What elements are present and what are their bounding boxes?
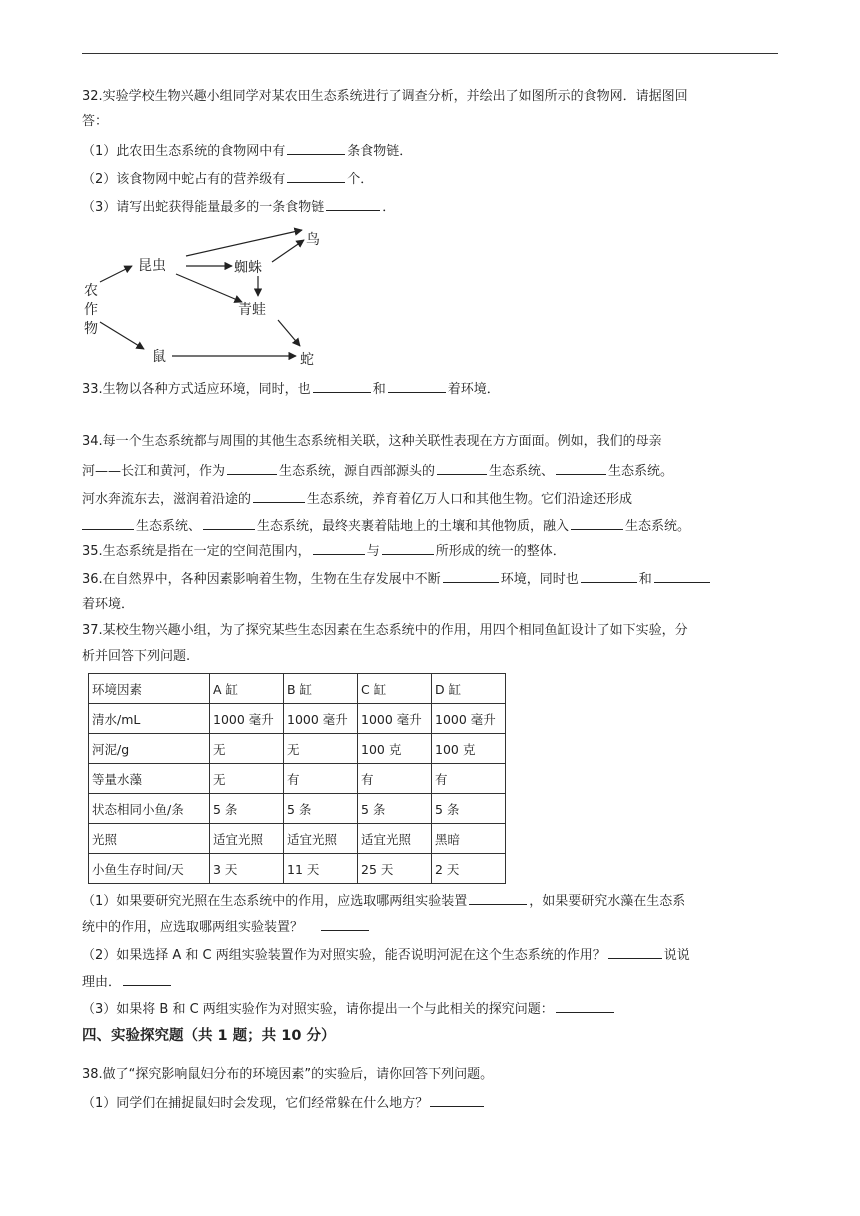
- answer-blank[interactable]: [388, 380, 446, 393]
- table-cell: 100 克: [358, 734, 432, 764]
- table-cell: 5 条: [210, 794, 284, 824]
- food-web-arrows: [100, 230, 304, 356]
- table-cell: 100 克: [432, 734, 506, 764]
- q34-line2: [82, 462, 782, 481]
- q32-stem-line1: 32.实验学校生物兴趣小组同学对某农田生态系统进行了调查分析，并绘出了如图所示的食物网．请据图回: [82, 89, 688, 104]
- q35-mid: 与: [366, 544, 380, 559]
- table-cell: 状态相同小鱼/条: [89, 794, 210, 824]
- experiment-table: [88, 673, 506, 884]
- table-cell: 1000 毫升: [432, 704, 506, 734]
- table-cell: 5 条: [284, 794, 358, 824]
- answer-blank[interactable]: [321, 918, 369, 931]
- table-cell: 有: [432, 764, 506, 794]
- answer-blank[interactable]: [382, 542, 434, 555]
- table-header-cell: C 缸: [358, 674, 432, 704]
- q37-text: 统中的作用，应选取哪两组实验装置？: [82, 920, 304, 935]
- node-insect: 昆虫: [138, 258, 166, 274]
- node-frog: 青蛙: [238, 302, 266, 318]
- q35-tail: 所形成的统一的整体．: [435, 544, 566, 559]
- table-cell: 清水/mL: [89, 704, 210, 734]
- answer-blank[interactable]: [437, 462, 487, 475]
- table-row: [89, 734, 506, 764]
- q36-line1: [82, 570, 782, 589]
- table-cell: 无: [210, 764, 284, 794]
- q34-text: 生态系统。: [608, 464, 674, 479]
- table-cell: 无: [210, 734, 284, 764]
- table-cell: 11 天: [284, 854, 358, 884]
- arrow-spider-bird: [272, 240, 304, 262]
- arrow-insect-frog: [176, 274, 242, 302]
- q37-text: 理由．: [82, 975, 122, 990]
- node-crop-2: 作: [84, 302, 98, 318]
- q36-text: 36.在自然界中，各种因素影响着生物，生物在生存发展中不断: [82, 572, 441, 587]
- table-cell: 有: [284, 764, 358, 794]
- table-cell: 有: [358, 764, 432, 794]
- q33-tail: 着环境．: [447, 382, 500, 397]
- node-crop-1: 农: [84, 283, 98, 299]
- q32-sub3-text: （3）请写出蛇获得能量最多的一条食物链: [82, 200, 325, 215]
- arrow-crop-rat: [100, 322, 144, 349]
- q32-sub1-tail: 条食物链．: [347, 144, 413, 159]
- q34-text: 生态系统。: [625, 519, 691, 534]
- q33: [82, 380, 782, 399]
- answer-blank[interactable]: [608, 946, 662, 959]
- q35: [82, 542, 782, 561]
- q34-line1: 34.每一个生态系统都与周围的其他生态系统相关联，这种关联性表现在方方面面。例如，我们的母亲: [82, 434, 662, 449]
- q37-stem-line2: 析并回答下列问题.: [82, 649, 191, 664]
- table-row: [89, 704, 506, 734]
- answer-blank[interactable]: [469, 892, 527, 905]
- q36-line2: 着环境．: [82, 597, 135, 612]
- answer-blank[interactable]: [227, 462, 277, 475]
- table-cell: 适宜光照: [210, 824, 284, 854]
- q37-sub2-line2: [82, 973, 782, 992]
- node-bird: 鸟: [306, 232, 320, 248]
- q36-text: 环境，同时也: [500, 572, 579, 587]
- table-row: [89, 824, 506, 854]
- table-cell: 1000 毫升: [210, 704, 284, 734]
- q34-text: 生态系统、: [489, 464, 555, 479]
- table-cell: 5 条: [432, 794, 506, 824]
- table-header-cell: A 缸: [210, 674, 284, 704]
- q32-sub2-tail: 个．: [347, 172, 374, 187]
- answer-blank[interactable]: [253, 490, 305, 503]
- q34-line4: [82, 517, 782, 536]
- q38-text: （1）同学们在捕捉鼠妇时会发现，它们经常躲在什么地方？: [82, 1096, 429, 1111]
- answer-blank[interactable]: [443, 570, 499, 583]
- q33-mid: 和: [372, 382, 386, 397]
- q32-sub1-text: （1）此农田生态系统的食物网中有: [82, 144, 286, 159]
- table-cell: 等量水藻: [89, 764, 210, 794]
- table-header-cell: B 缸: [284, 674, 358, 704]
- node-snake: 蛇: [300, 352, 314, 368]
- q34-text: 生态系统，源自西部源头的: [279, 464, 436, 479]
- q37-sub1-line2: [82, 918, 782, 937]
- table-row: [89, 794, 506, 824]
- q35-text: 35.生态系统是指在一定的空间范围内，: [82, 544, 311, 559]
- answer-blank[interactable]: [556, 462, 606, 475]
- table-cell: 25 天: [358, 854, 432, 884]
- table-cell: 光照: [89, 824, 210, 854]
- answer-blank[interactable]: [556, 1000, 614, 1013]
- table-cell: 1000 毫升: [284, 704, 358, 734]
- table-cell: 黑暗: [432, 824, 506, 854]
- answer-blank[interactable]: [203, 517, 255, 530]
- section-heading: 四、实验探究题（共 1 题；共 10 分）: [82, 1028, 336, 1044]
- table-cell: 河泥/g: [89, 734, 210, 764]
- table-cell: 1000 毫升: [358, 704, 432, 734]
- food-web-diagram: [76, 222, 346, 370]
- answer-blank[interactable]: [654, 570, 710, 583]
- table-cell: 适宜光照: [284, 824, 358, 854]
- table-cell: 无: [284, 734, 358, 764]
- arrow-crop-insect: [100, 266, 132, 282]
- table-header-cell: D 缸: [432, 674, 506, 704]
- q34-text: 河——长江和黄河，作为: [82, 464, 226, 479]
- q34-line3: [82, 490, 782, 509]
- q37-text: 说说: [663, 948, 690, 963]
- answer-blank[interactable]: [287, 170, 345, 183]
- q37-stem-line1: 37.某校生物兴趣小组，为了探究某些生态因素在生态系统中的作用，用四个相同鱼缸设计了如下实验，分: [82, 623, 688, 638]
- answer-blank[interactable]: [430, 1094, 484, 1107]
- q34-text: 河水奔流东去，滋润着沿途的: [82, 492, 252, 507]
- answer-blank[interactable]: [313, 542, 365, 555]
- q38-stem: 38.做了“探究影响鼠妇分布的环境因素”的实验后，请你回答下列问题。: [82, 1067, 494, 1082]
- node-rat: 鼠: [152, 349, 166, 365]
- q37-sub1-line1: [82, 892, 782, 911]
- table-cell: 适宜光照: [358, 824, 432, 854]
- q32-stem-line2: 答：: [82, 114, 109, 129]
- q32-sub2-text: （2）该食物网中蛇占有的营养级有: [82, 172, 286, 187]
- q34-text: 生态系统，最终夹裹着陆地上的土壤和其他物质，融入: [257, 519, 570, 534]
- table-row: [89, 764, 506, 794]
- q34-text: 生态系统、: [136, 519, 202, 534]
- q33-text: 33.生物以各种方式适应环境，同时，也: [82, 382, 311, 397]
- table-header-cell: 环境因素: [89, 674, 210, 704]
- q37-text: （1）如果要研究光照在生态系统中的作用，应选取哪两组实验装置: [82, 894, 468, 909]
- table-cell: 小鱼生存时间/天: [89, 854, 210, 884]
- q32-sub3: [82, 198, 782, 217]
- q32-sub2: [82, 170, 782, 189]
- q37-sub3: [82, 1000, 782, 1019]
- answer-blank[interactable]: [571, 517, 623, 530]
- answer-blank[interactable]: [287, 142, 345, 155]
- answer-blank[interactable]: [326, 198, 380, 211]
- node-spider: 蜘蛛: [234, 260, 262, 276]
- q37-text: （3）如果将 B 和 C 两组实验作为对照实验，请你提出一个与此相关的探究问题：: [82, 1002, 554, 1017]
- table-cell: 2 天: [432, 854, 506, 884]
- q38-sub1: [82, 1094, 782, 1113]
- answer-blank[interactable]: [313, 380, 371, 393]
- q32-sub3-tail: ．: [382, 200, 396, 215]
- q34-text: 生态系统，养育着亿万人口和其他生物。它们沿途还形成: [307, 492, 633, 507]
- q37-sub2-line1: [82, 946, 782, 965]
- table-header-row: [89, 674, 506, 704]
- q37-text: （2）如果选择 A 和 C 两组实验装置作为对照实验，能否说明河泥在这个生态系统的作用？: [82, 948, 606, 963]
- q32-sub1: [82, 142, 782, 161]
- arrow-frog-snake: [278, 320, 300, 346]
- arrow-insect-bird: [186, 230, 302, 256]
- table-cell: 5 条: [358, 794, 432, 824]
- q36-text: 和: [638, 572, 652, 587]
- table-cell: 3 天: [210, 854, 284, 884]
- answer-blank[interactable]: [82, 517, 134, 530]
- answer-blank[interactable]: [123, 973, 171, 986]
- answer-blank[interactable]: [581, 570, 637, 583]
- header-rule: [82, 53, 778, 54]
- node-crop-3: 物: [84, 321, 98, 337]
- q37-text: ，如果要研究水藻在生态系: [529, 894, 686, 909]
- table-row: [89, 854, 506, 884]
